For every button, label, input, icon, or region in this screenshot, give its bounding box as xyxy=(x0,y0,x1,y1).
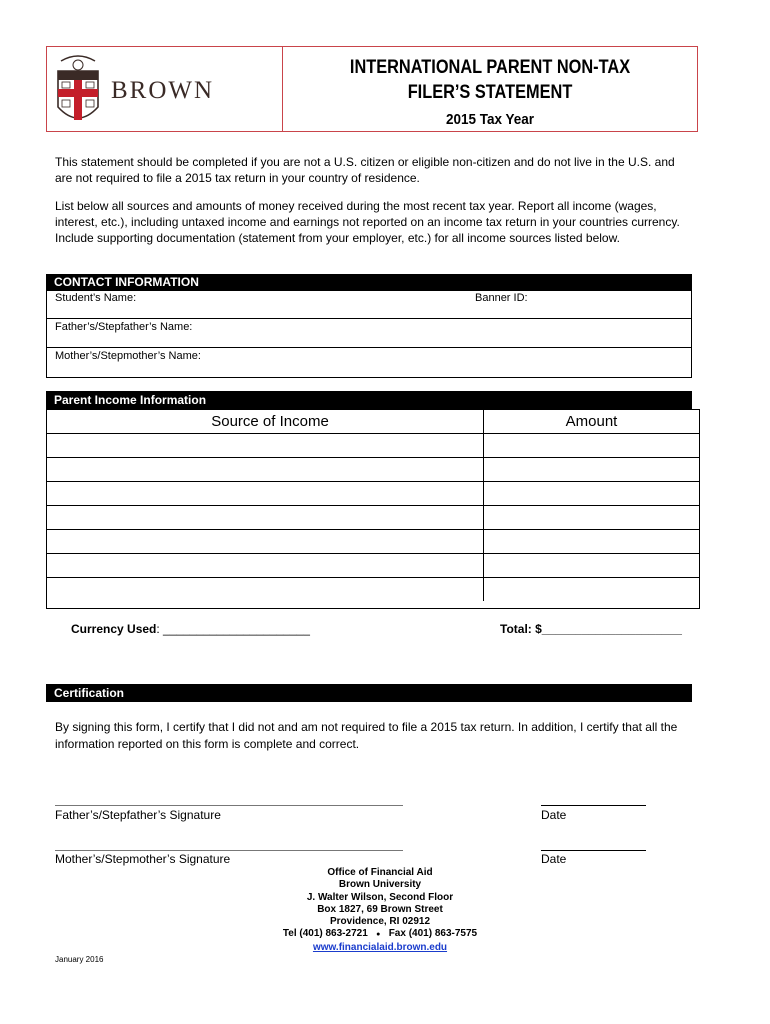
contact-information-box xyxy=(46,290,692,378)
mother-date-line[interactable] xyxy=(541,850,646,851)
office-address-block xyxy=(230,867,530,954)
office-name: Office of Financial Aid xyxy=(327,867,433,878)
total-field[interactable]: Total: $_____________________ xyxy=(500,622,682,636)
contact-numbers xyxy=(230,928,530,941)
table-row xyxy=(47,458,699,482)
bullet-separator: ● xyxy=(376,931,381,939)
intro-paragraph-2: List below all sources and amounts of money received during the most recent tax year. Report all income (wages, interest, etc.), including untaxed income and earnings not reported on an income tax return in your countries currency. Include supporting documentation (statement from your employer, etc.) for all income sources listed below. xyxy=(55,199,680,245)
website-link[interactable]: www.financialaid.brown.edu xyxy=(312,941,448,953)
source-cell[interactable] xyxy=(47,554,484,577)
amount-cell[interactable] xyxy=(484,530,699,553)
father-date-label: Date xyxy=(541,808,567,822)
form-title-line1: INTERNATIONAL PARENT NON-TAX xyxy=(349,57,631,78)
tax-year: 2015 Tax Year xyxy=(445,111,535,128)
source-cell[interactable] xyxy=(47,482,484,505)
mother-date-label: Date xyxy=(541,852,567,866)
student-row[interactable] xyxy=(47,290,691,319)
source-cell[interactable] xyxy=(47,506,484,529)
amount-cell[interactable] xyxy=(484,554,699,577)
table-row xyxy=(47,578,699,601)
intro-paragraph-1: This statement should be completed if you are not a U.S. citizen or eligible non-citizen and do not live in the U.S. and are not required to file a 2015 tax return in your country of residence. xyxy=(55,155,675,185)
mother-row[interactable] xyxy=(47,348,691,377)
certification-heading: Certification xyxy=(46,684,692,702)
currency-used-line: : ______________________ xyxy=(156,622,310,636)
table-row xyxy=(47,506,699,530)
contact-information-heading: CONTACT INFORMATION xyxy=(46,274,692,291)
brown-shield-logo xyxy=(53,51,103,131)
amount-header: Amount xyxy=(565,413,618,430)
amount-cell[interactable] xyxy=(484,434,699,457)
father-name-label: Father’s/Stepfather’s Name: xyxy=(55,321,193,333)
source-cell[interactable] xyxy=(47,434,484,457)
banner-id-label: Banner ID: xyxy=(475,292,528,304)
source-cell[interactable] xyxy=(47,578,484,601)
income-table-header xyxy=(47,410,699,434)
brown-wordmark: BROWN xyxy=(111,77,215,104)
table-row xyxy=(47,554,699,578)
revision-date: January 2016 xyxy=(55,955,104,964)
mother-name-label: Mother’s/Stepmother’s Name: xyxy=(55,350,201,362)
fax-number: Fax (401) 863-7575 xyxy=(388,928,478,940)
currency-used-field[interactable] xyxy=(71,622,310,636)
street-address: Box 1827, 69 Brown Street xyxy=(317,903,443,915)
source-cell[interactable] xyxy=(47,458,484,481)
source-of-income-header: Source of Income xyxy=(47,410,484,433)
university-name: Brown University xyxy=(338,879,422,891)
mother-signature-label: Mother’s/Stepmother’s Signature xyxy=(55,852,231,866)
income-table xyxy=(46,409,700,609)
father-date-line[interactable] xyxy=(541,805,646,806)
form-title-line2: FILER’S STATEMENT xyxy=(407,82,573,103)
father-signature-line[interactable] xyxy=(55,805,403,806)
header-box xyxy=(46,46,698,132)
currency-used-label: Currency Used xyxy=(71,622,157,636)
table-row xyxy=(47,530,699,554)
father-row[interactable] xyxy=(47,319,691,348)
table-row xyxy=(47,482,699,506)
source-cell[interactable] xyxy=(47,530,484,553)
table-row xyxy=(47,434,699,458)
logo-area xyxy=(47,47,283,131)
phone-number: Tel (401) 863-2721 xyxy=(282,928,368,940)
city-state-zip: Providence, RI 02912 xyxy=(329,916,431,928)
building: J. Walter Wilson, Second Floor xyxy=(306,891,454,903)
student-name-label: Student’s Name: xyxy=(55,292,137,304)
amount-cell[interactable] xyxy=(484,458,699,481)
parent-income-heading: Parent Income Information xyxy=(46,391,692,409)
amount-cell[interactable] xyxy=(484,482,699,505)
mother-signature-line[interactable] xyxy=(55,850,403,851)
amount-cell[interactable] xyxy=(484,506,699,529)
certification-text: By signing this form, I certify that I did not and am not required to file a 2015 tax return. In addition, I certify that all the information reported on this form is complete and correct. xyxy=(55,720,678,751)
amount-cell[interactable] xyxy=(484,578,699,601)
title-area xyxy=(283,47,697,131)
father-signature-label: Father’s/Stepfather’s Signature xyxy=(55,808,221,822)
